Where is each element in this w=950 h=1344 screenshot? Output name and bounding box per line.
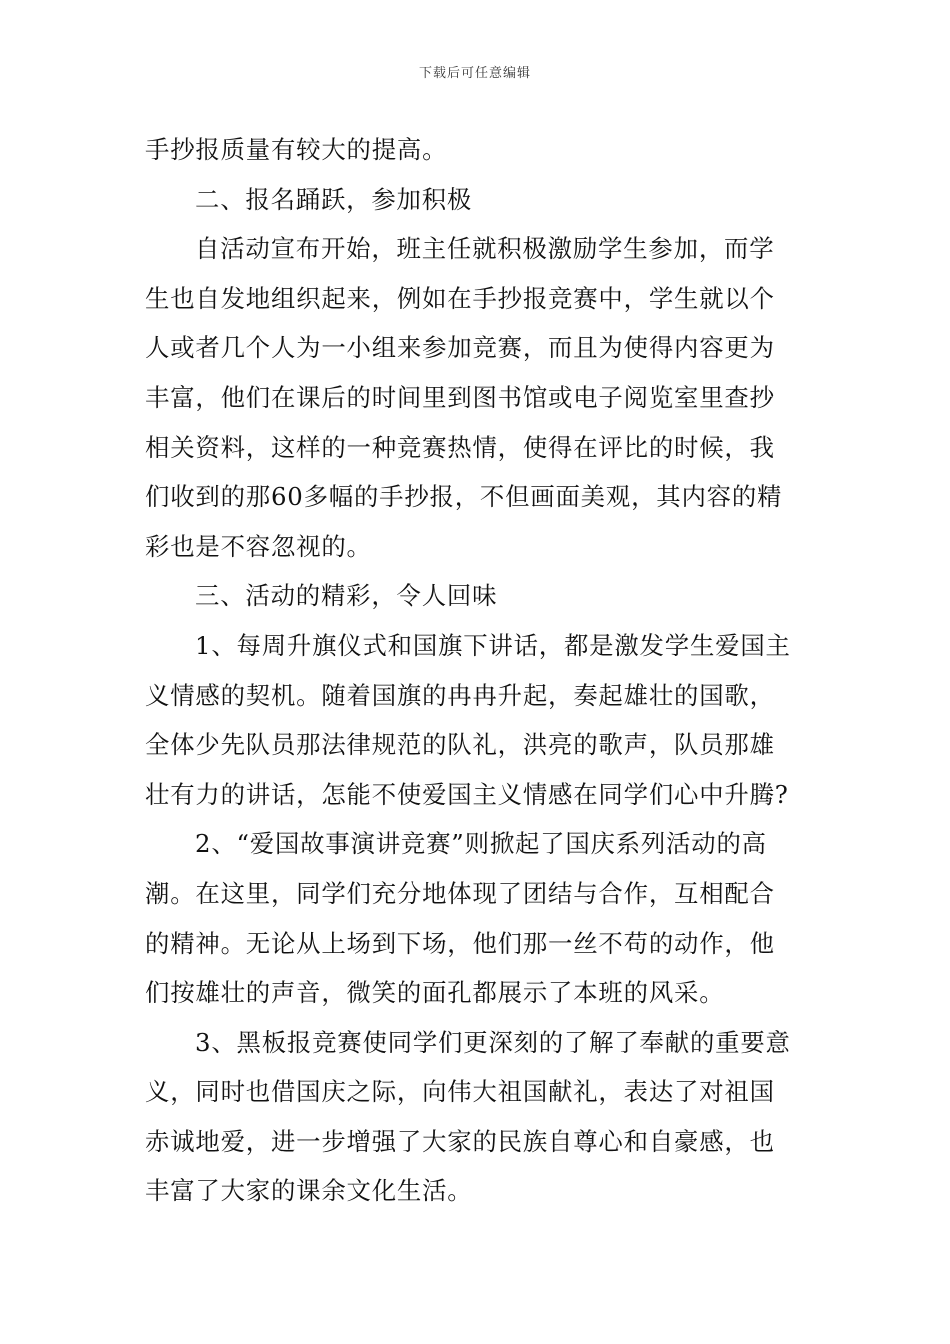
paragraph-item-3: [145, 1018, 810, 1216]
paragraph-item-1: [145, 621, 810, 819]
paragraph-line: 3、黑板报竞赛使同学们更深刻的了解了奉献的重要意: [195, 1027, 791, 1057]
section-heading-2: [145, 175, 810, 225]
paragraph-line: 人或者几个人为一小组来参加竞赛，而且为使得内容更为: [145, 333, 775, 363]
paragraph-line: 全体少先队员那法律规范的队礼，洪亮的歌声，队员那雄: [145, 730, 775, 760]
paragraph-line: 义，同时也借国庆之际，向伟大祖国献礼，表达了对祖国: [145, 1077, 775, 1107]
paragraph-line: 义情感的契机。随着国旗的冉冉升起，奏起雄壮的国歌，: [145, 680, 775, 710]
paragraph-1: [145, 125, 810, 175]
paragraph-line: 们按雄壮的声音，微笑的面孔都展示了本班的风采。: [145, 978, 725, 1008]
paragraph-line: 二、报名踊跃，参加积极: [195, 184, 473, 214]
paragraph-line: 们收到的那60多幅的手抄报，不但画面美观，其内容的精: [145, 482, 783, 512]
paragraph-line: 自活动宣布开始，班主任就积极激励学生参加，而学: [195, 234, 775, 264]
paragraph-3: [145, 224, 810, 571]
paragraph-line: 彩也是不容忽视的。: [145, 531, 372, 561]
section-heading-3: [145, 571, 810, 621]
paragraph-line: 相关资料，这样的一种竞赛热情，使得在评比的时候，我: [145, 432, 775, 462]
paragraph-line: 的精神。无论从上场到下场，他们那一丝不苟的动作，他: [145, 928, 775, 958]
paragraph-line: 1、每周升旗仪式和国旗下讲话，都是激发学生爱国主: [195, 630, 791, 660]
paragraph-line: 壮有力的讲话，怎能不使爱国主义情感在同学们心中升腾?: [145, 779, 789, 809]
paragraph-line: 丰富，他们在课后的时间里到图书馆或电子阅览室里查抄: [145, 382, 775, 412]
paragraph-line: 潮。在这里，同学们充分地体现了团结与合作，互相配合: [145, 878, 775, 908]
paragraph-line: 丰富了大家的课余文化生活。: [145, 1176, 473, 1206]
paragraph-line: 2、“爱国故事演讲竞赛”则掀起了国庆系列活动的高: [195, 829, 767, 859]
paragraph-line: 三、活动的精彩，令人回味: [195, 581, 498, 611]
paragraph-line: 手抄报质量有较大的提高。: [145, 135, 448, 164]
paragraph-line: 赤诚地爱，进一步增强了大家的民族自尊心和自豪感，也: [145, 1126, 775, 1156]
header-note: 下载后可任意编辑: [418, 66, 531, 81]
paragraph-item-2: [145, 819, 810, 1017]
document-body: [145, 125, 810, 1216]
paragraph-line: 生也自发地组织起来，例如在手抄报竞赛中，学生就以个: [145, 283, 775, 313]
